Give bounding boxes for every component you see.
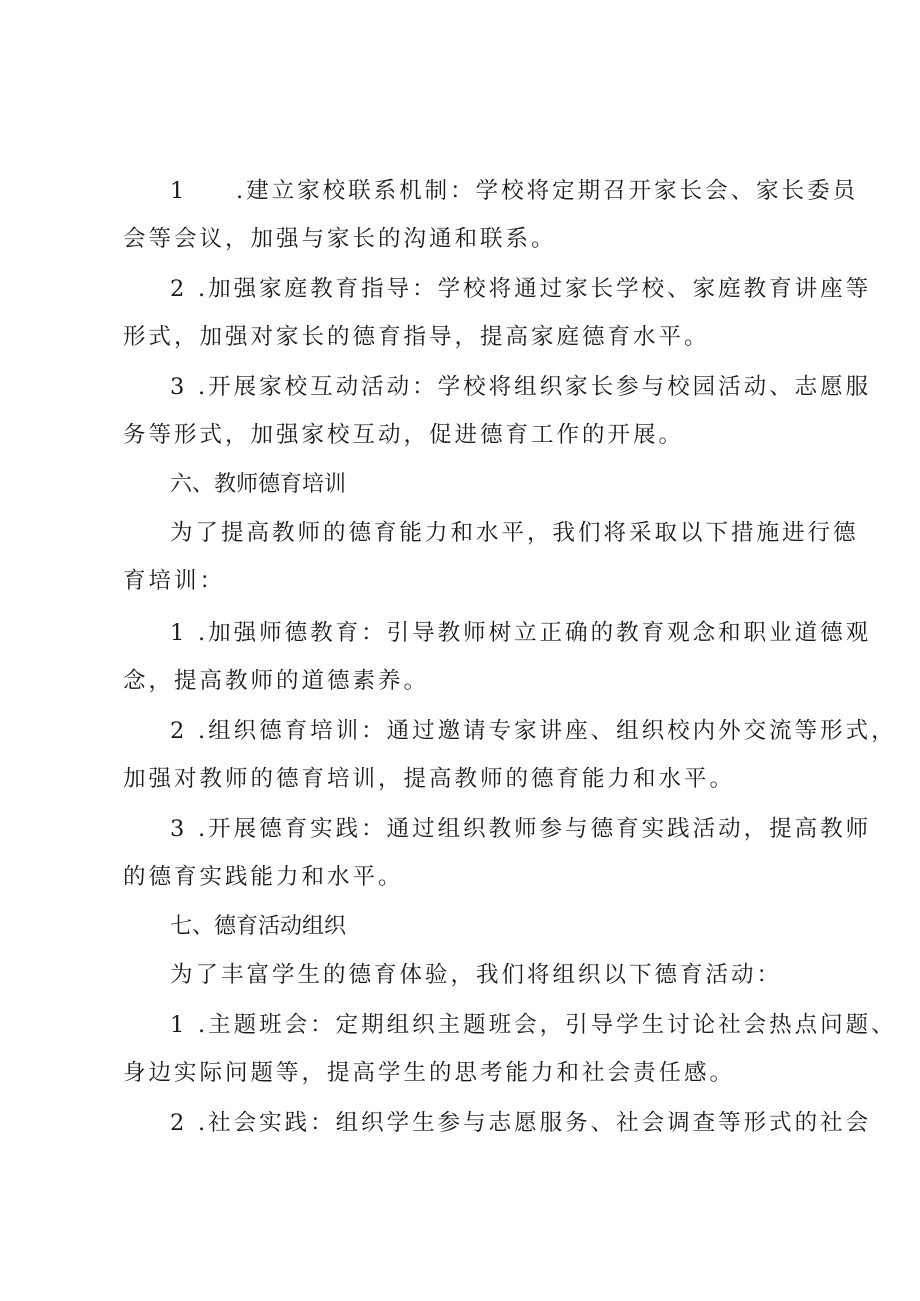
list-item-text: .社会实践：组织学生参与志愿服务、社会调查等形式的社会: [198, 1110, 872, 1136]
list-item-number: 2: [170, 1110, 188, 1136]
list-item-continuation: 身边实际问题等，提高学生的思考能力和社会责任感。: [123, 1060, 736, 1086]
list-item-text: .开展德育实践：通过组织教师参与德育实践活动，提高教师: [198, 816, 872, 842]
list-item-line: [170, 372, 870, 402]
list-item-text: .组织德育培训：通过邀请专家讲座、组织校内外交流等形式，: [198, 718, 897, 744]
list-item-number: 1: [170, 178, 188, 204]
list-item-number: 2: [170, 276, 188, 302]
list-item-number: 1: [170, 620, 188, 646]
list-item-line: [170, 814, 870, 844]
list-item-continuation: 会等会议，加强与家长的沟通和联系。: [123, 226, 557, 252]
list-item-number: 2: [170, 718, 188, 744]
list-item-line: [170, 1010, 897, 1040]
list-item-continuation: 务等形式，加强家校互动，促进德育工作的开展。: [123, 422, 685, 448]
list-item-continuation: 加强对教师的德育培训，提高教师的德育能力和水平。: [123, 766, 736, 792]
list-item-text: .开展家校互动活动：学校将组织家长参与校园活动、志愿服: [198, 374, 872, 400]
intro-paragraph-line: 为了提高教师的德育能力和水平，我们将采取以下措施进行德: [170, 520, 859, 546]
list-item-continuation: 形式，加强对家长的德育指导，提高家庭德育水平。: [123, 324, 710, 350]
intro-paragraph-line: 为了丰富学生的德育体验，我们将组织以下德育活动：: [170, 962, 783, 988]
list-item-text: .加强师德教育：引导教师树立正确的教育观念和职业道德观: [198, 620, 872, 646]
intro-paragraph-continuation: 育培训：: [123, 568, 226, 594]
list-item-continuation: 的德育实践能力和水平。: [123, 864, 404, 890]
list-item-line: [170, 716, 897, 746]
list-item-text: .加强家庭教育指导：学校将通过家长学校、家庭教育讲座等: [198, 276, 872, 302]
list-item-text: .主题班会：定期组织主题班会，引导学生讨论社会热点问题、: [198, 1012, 897, 1038]
list-item-number: 3: [170, 374, 188, 400]
list-item-line: [170, 176, 870, 206]
section-heading: 七、德育活动组织: [170, 914, 347, 939]
list-item-text: .建立家校联系机制：学校将定期召开家长会、家长委员: [236, 178, 859, 204]
list-item-number: 1: [170, 1012, 188, 1038]
section-heading: 六、教师德育培训: [170, 472, 347, 497]
list-item-line: [170, 618, 870, 648]
list-item-number: 3: [170, 816, 188, 842]
list-item-line: [170, 1108, 870, 1138]
list-item-line: [170, 274, 870, 304]
list-item-continuation: 念，提高教师的道德素养。: [123, 668, 430, 694]
